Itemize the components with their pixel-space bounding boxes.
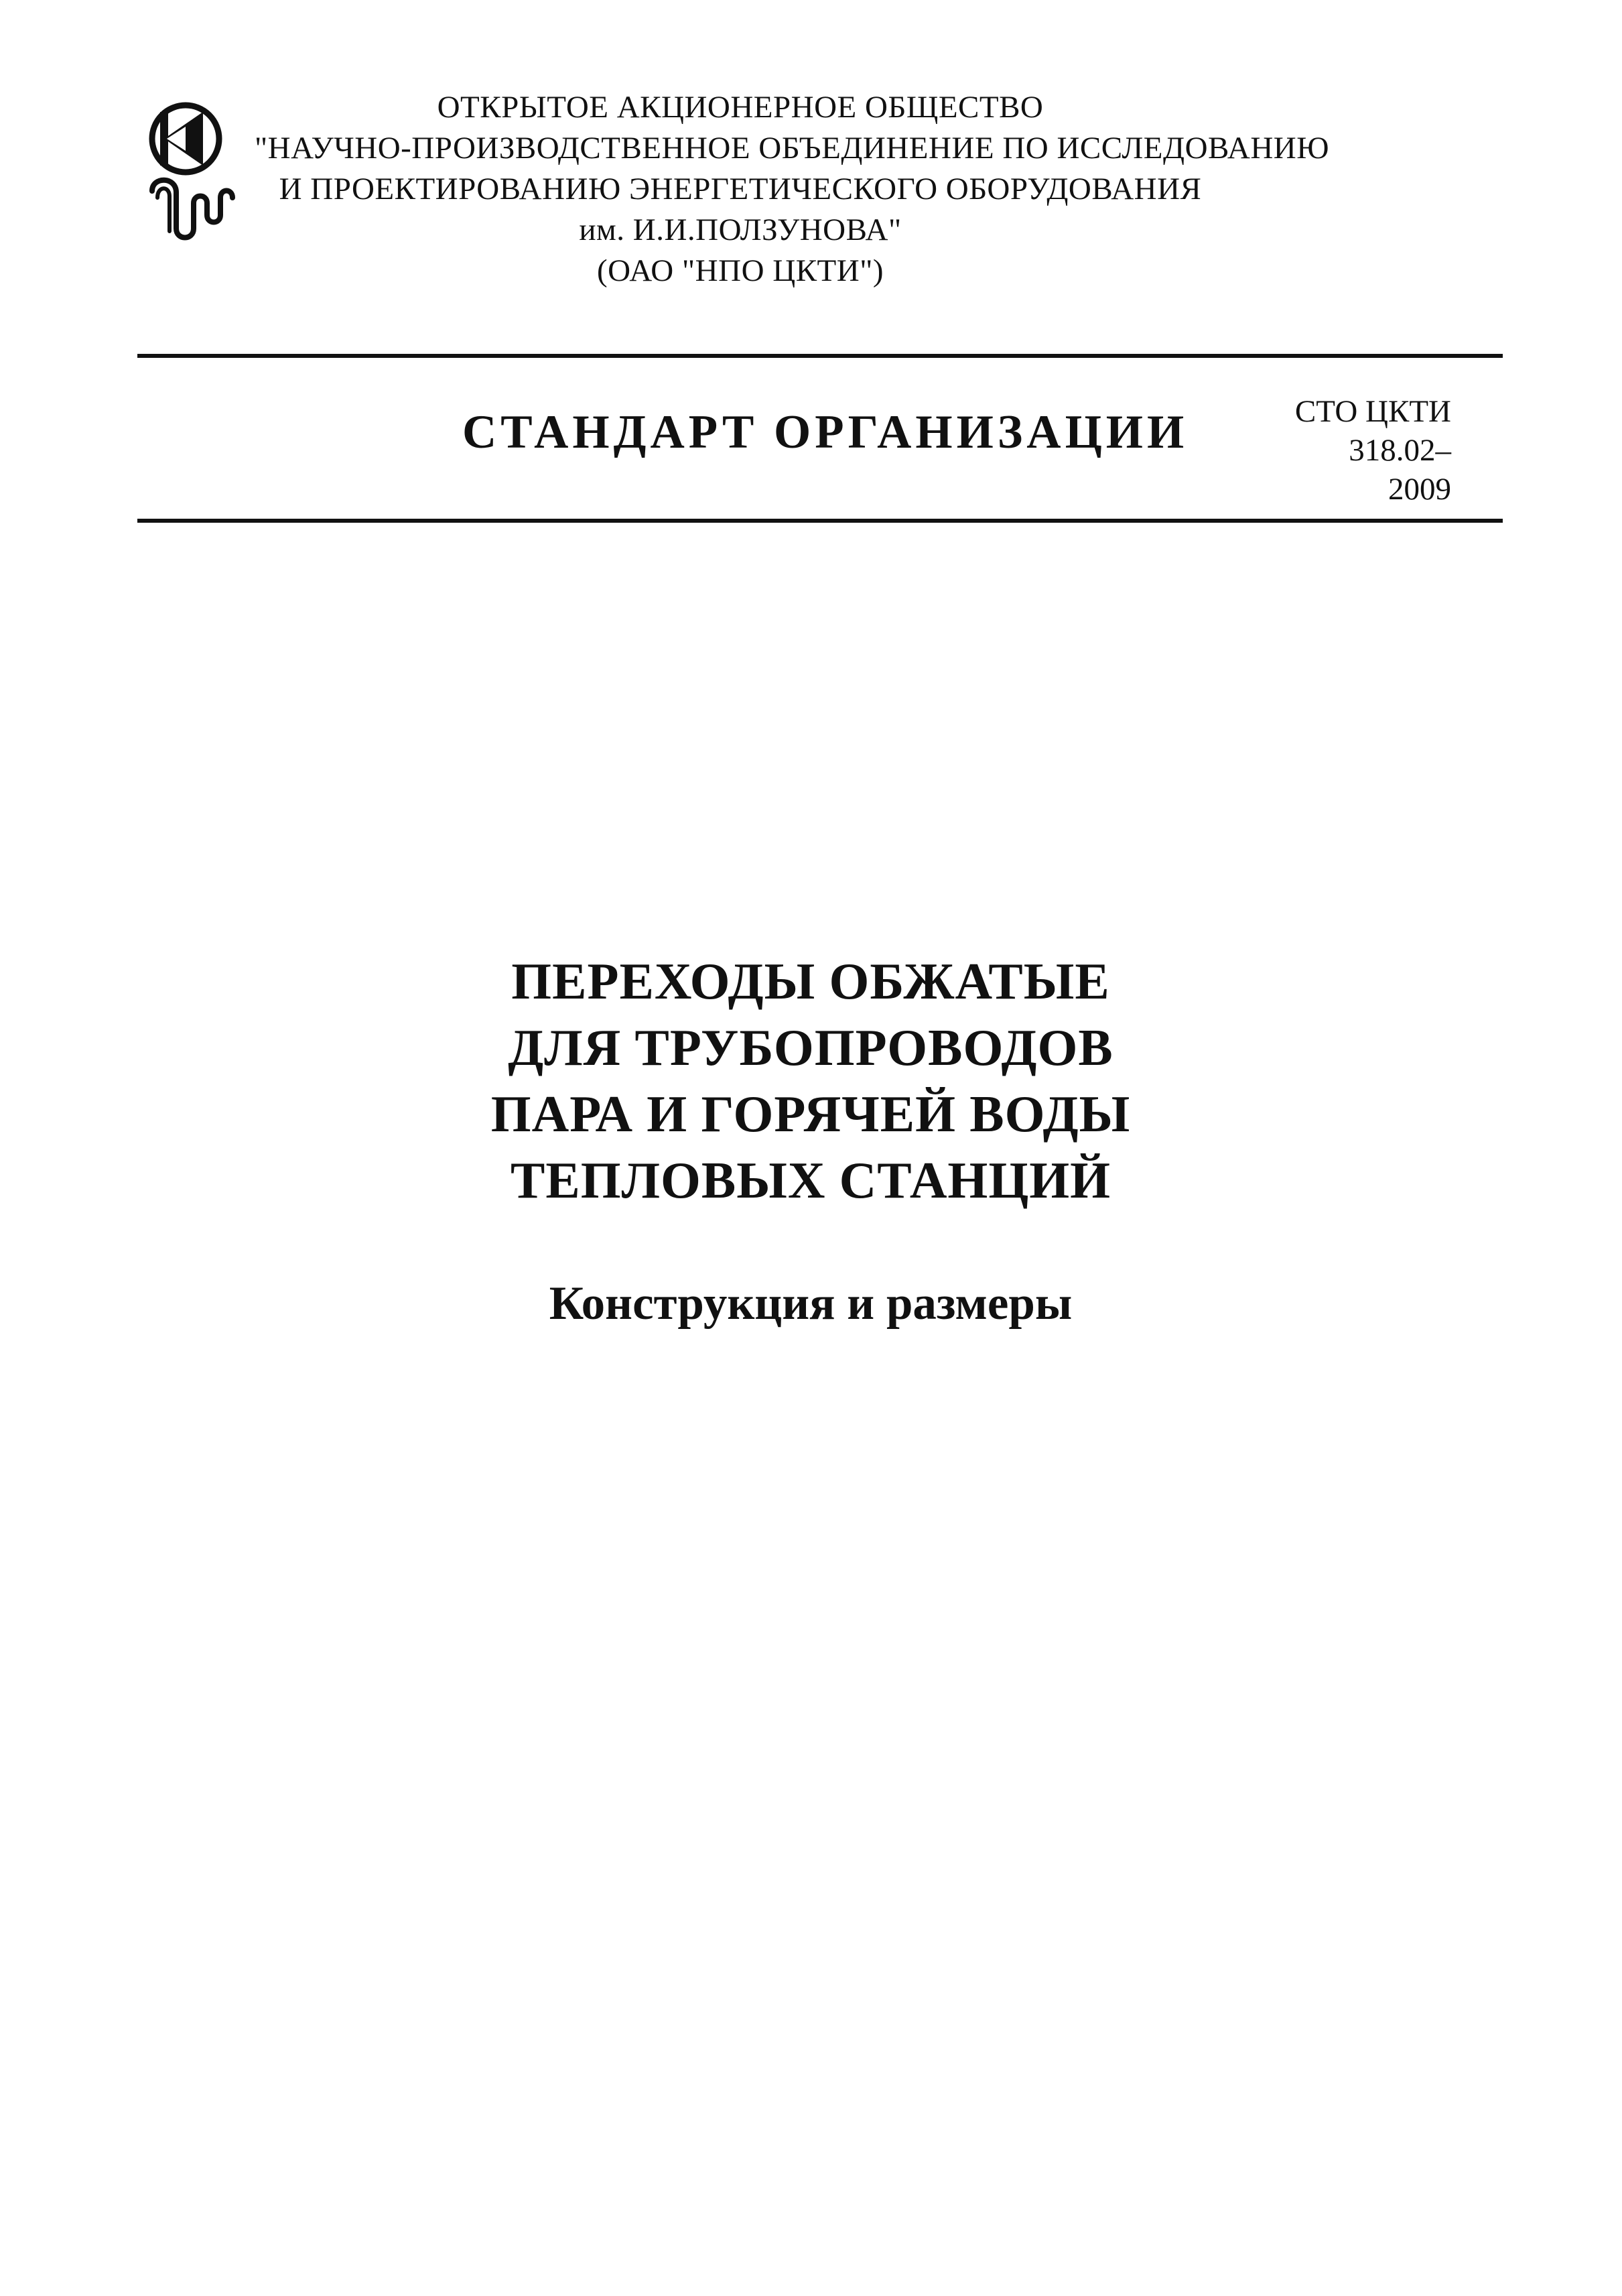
standard-code-line: 2009	[1388, 472, 1451, 507]
ckti-logo-icon	[137, 97, 238, 248]
document-title	[208, 948, 1414, 1214]
document-title-line: ПАРА И ГОРЯЧЕЙ ВОДЫ	[490, 1085, 1131, 1143]
standard-title: СТАНДАРТ ОРГАНИЗАЦИИ	[462, 406, 1189, 458]
bottom-divider	[137, 519, 1503, 523]
standard-code	[1250, 392, 1451, 509]
org-line: И ПРОЕКТИРОВАНИЮ ЭНЕРГЕТИЧЕСКОГО ОБОРУДОВАНИЯ	[279, 172, 1202, 206]
standard-code-line: СТО ЦКТИ	[1294, 394, 1451, 429]
document-title-line: ДЛЯ ТРУБОПРОВОДОВ	[508, 1019, 1113, 1076]
document-subtitle: Конструкция и размеры	[549, 1277, 1073, 1330]
document-title-line: ТЕПЛОВЫХ СТАНЦИЙ	[510, 1151, 1111, 1209]
org-line: ОТКРЫТОЕ АКЦИОНЕРНОЕ ОБЩЕСТВО	[437, 90, 1044, 125]
document-title-line: ПЕРЕХОДЫ ОБЖАТЫЕ	[511, 952, 1110, 1010]
org-line: (ОАО "НПО ЦКТИ")	[596, 253, 884, 288]
top-divider	[137, 354, 1503, 358]
org-line: им. И.И.ПОЛЗУНОВА"	[579, 212, 902, 247]
org-line: "НАУЧНО-ПРОИЗВОДСТВЕННОЕ ОБЪЕДИНЕНИЕ ПО ИССЛЕДОВАНИЮ	[255, 131, 1330, 166]
standard-code-line: 318.02–	[1349, 433, 1451, 468]
organization-name	[255, 87, 1330, 292]
